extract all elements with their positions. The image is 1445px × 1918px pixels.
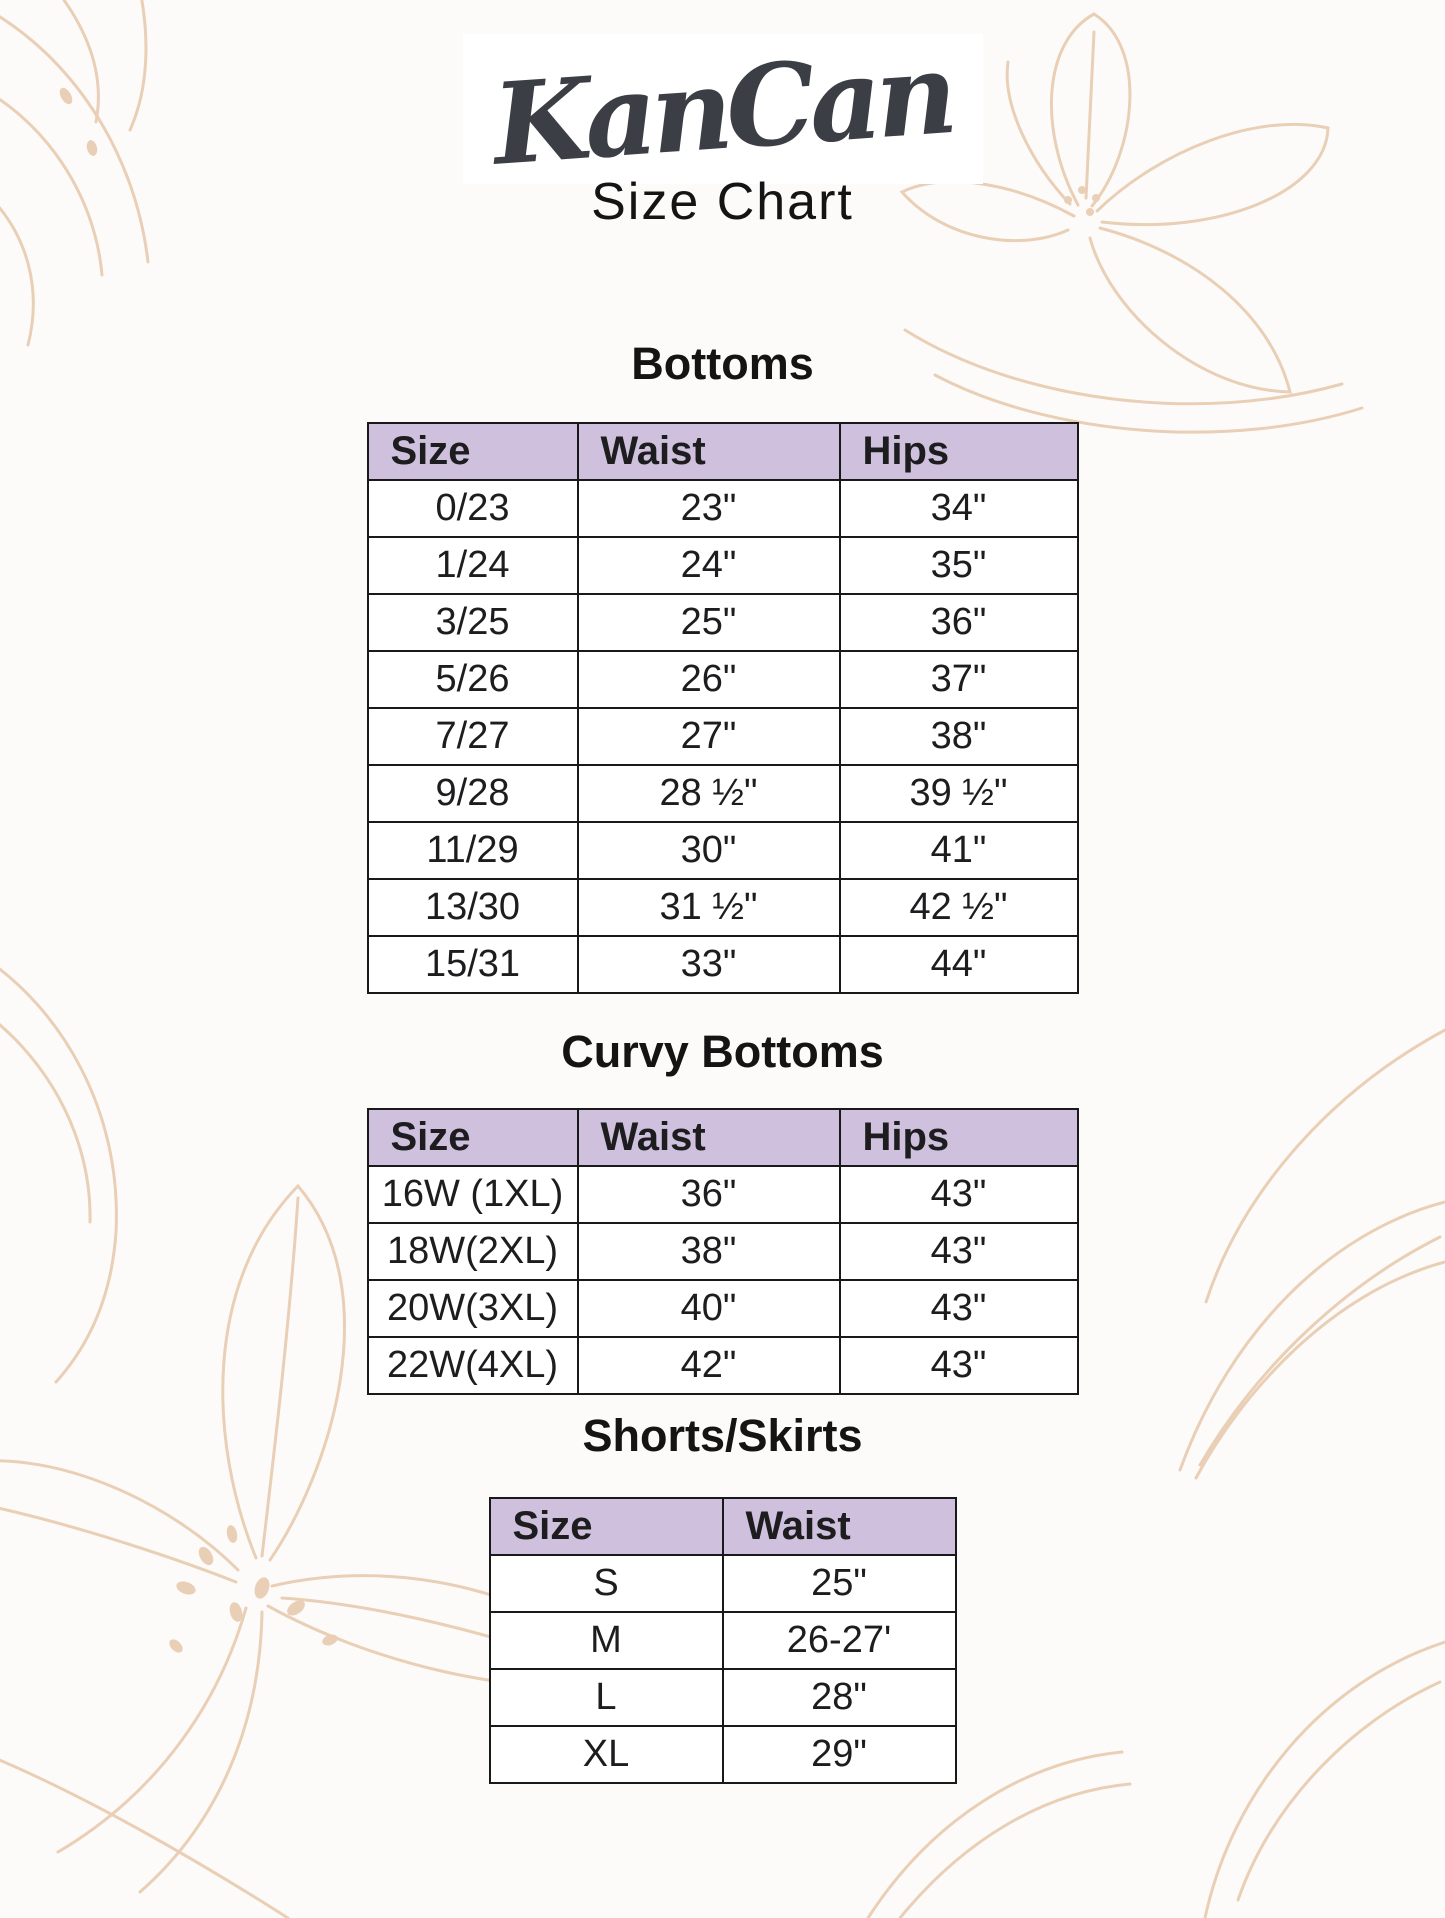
table-cell: 36" — [840, 594, 1078, 651]
shorts-skirts-size-table — [489, 1497, 957, 1784]
table-row — [368, 1223, 1078, 1280]
table-cell: 22W(4XL) — [368, 1337, 578, 1394]
table-cell: 42" — [578, 1337, 840, 1394]
table-cell: 38" — [578, 1223, 840, 1280]
table-row — [490, 1555, 956, 1612]
table-cell: 28" — [723, 1669, 956, 1726]
column-header-waist: Waist — [578, 1109, 840, 1166]
curvy-bottoms-size-table — [367, 1108, 1079, 1395]
table-row — [368, 1166, 1078, 1223]
page-title: Size Chart — [591, 173, 854, 231]
table-cell: 1/24 — [368, 537, 578, 594]
table-cell: 39 ½" — [840, 765, 1078, 822]
table-cell: XL — [490, 1726, 723, 1783]
table-cell: 36" — [578, 1166, 840, 1223]
table-cell: 29" — [723, 1726, 956, 1783]
column-header-waist: Waist — [578, 423, 840, 480]
table-cell: 24" — [578, 537, 840, 594]
table-cell: 26-27' — [723, 1612, 956, 1669]
table-cell: 25" — [723, 1555, 956, 1612]
table-cell: 28 ½" — [578, 765, 840, 822]
leaf-art-left — [0, 955, 116, 1382]
table-cell: 27" — [578, 708, 840, 765]
table-header-row — [368, 1109, 1078, 1166]
table-cell: 43" — [840, 1223, 1078, 1280]
table-cell: 43" — [840, 1337, 1078, 1394]
table-cell: 34" — [840, 480, 1078, 537]
table-row — [490, 1612, 956, 1669]
table-cell: 42 ½" — [840, 879, 1078, 936]
table-cell: 43" — [840, 1280, 1078, 1337]
section-title-shorts-skirts: Shorts/Skirts — [582, 1410, 863, 1461]
table-cell: 43" — [840, 1166, 1078, 1223]
table-cell: 25" — [578, 594, 840, 651]
table-cell: M — [490, 1612, 723, 1669]
table-row — [368, 879, 1078, 936]
table-cell: 11/29 — [368, 822, 578, 879]
column-header-size: Size — [368, 423, 578, 480]
table-cell: 26" — [578, 651, 840, 708]
table-cell: 38" — [840, 708, 1078, 765]
table-row — [368, 1337, 1078, 1394]
table-row — [368, 537, 1078, 594]
table-cell: 16W (1XL) — [368, 1166, 578, 1223]
table-row — [368, 651, 1078, 708]
table-cell: 3/25 — [368, 594, 578, 651]
table-cell: 5/26 — [368, 651, 578, 708]
table-header-row — [490, 1498, 956, 1555]
table-cell: 40" — [578, 1280, 840, 1337]
table-row — [490, 1669, 956, 1726]
table-cell: 9/28 — [368, 765, 578, 822]
table-row — [368, 1280, 1078, 1337]
table-row — [368, 708, 1078, 765]
table-cell: 20W(3XL) — [368, 1280, 578, 1337]
table-row — [368, 822, 1078, 879]
table-cell: 33" — [578, 936, 840, 993]
brand-logo-background — [463, 27, 983, 191]
table-cell: 13/30 — [368, 879, 578, 936]
table-cell: 41" — [840, 822, 1078, 879]
section-title-curvy-bottoms: Curvy Bottoms — [561, 1026, 884, 1077]
column-header-waist: Waist — [723, 1498, 956, 1555]
brand-logo: KanCan — [489, 27, 956, 191]
bottoms-size-table — [367, 422, 1079, 994]
column-header-size: Size — [490, 1498, 723, 1555]
table-row — [368, 765, 1078, 822]
table-cell: 18W(2XL) — [368, 1223, 578, 1280]
table-cell: L — [490, 1669, 723, 1726]
table-cell: 44" — [840, 936, 1078, 993]
table-row — [490, 1726, 956, 1783]
column-header-hips: Hips — [840, 423, 1078, 480]
table-cell: 37" — [840, 651, 1078, 708]
column-header-hips: Hips — [840, 1109, 1078, 1166]
section-title-bottoms: Bottoms — [631, 338, 814, 389]
column-header-size: Size — [368, 1109, 578, 1166]
table-cell: 7/27 — [368, 708, 578, 765]
table-cell: 23" — [578, 480, 840, 537]
table-cell: S — [490, 1555, 723, 1612]
table-row — [368, 594, 1078, 651]
table-header-row — [368, 423, 1078, 480]
table-row — [368, 480, 1078, 537]
table-cell: 31 ½" — [578, 879, 840, 936]
table-cell: 35" — [840, 537, 1078, 594]
table-cell: 15/31 — [368, 936, 578, 993]
table-cell: 30" — [578, 822, 840, 879]
table-row — [368, 936, 1078, 993]
table-cell: 0/23 — [368, 480, 578, 537]
